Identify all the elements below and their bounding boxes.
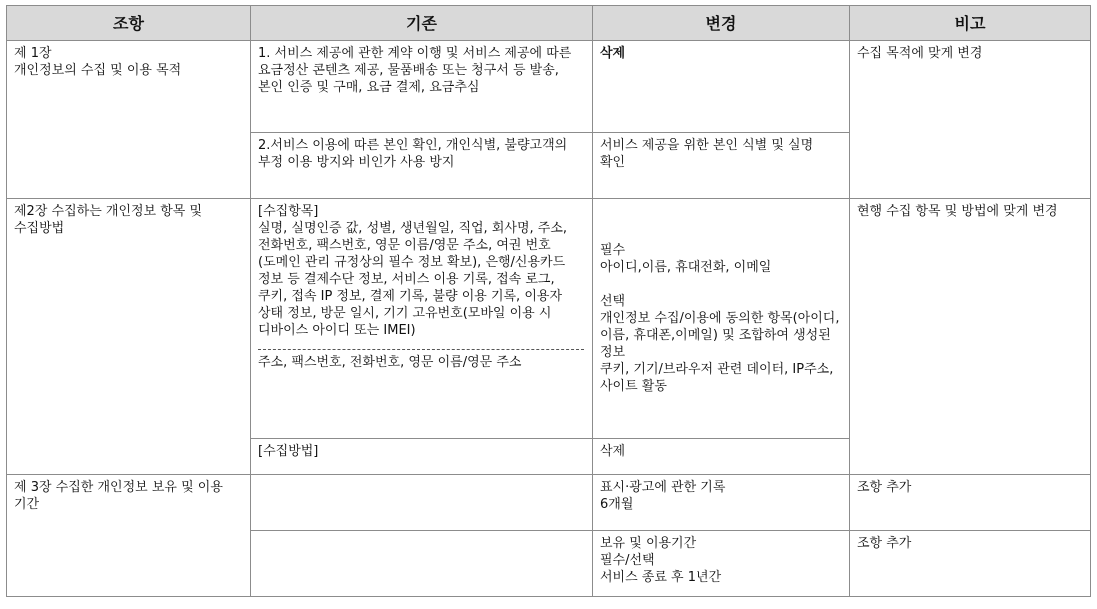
table-row — [7, 475, 1091, 531]
sec2-items-after-optional: 선택 개인정보 수집/이용에 동의한 항목(아이디,이름, 휴대폰,이메일) 및 조합하여 생성된 정보 쿠키, 기기/브라우저 관련 데이터, IP주소, 사이트 활동 — [600, 294, 840, 394]
sec1-row2-after: 서비스 제공을 위한 본인 식별 및 실명 확인 — [593, 133, 850, 199]
sec3-row2-remarks: 조항 추가 — [850, 531, 1091, 597]
sec3-row2-before — [251, 531, 593, 597]
sec2-items-before — [251, 199, 593, 439]
sec3-row2-after: 보유 및 이용기간 필수/선택 서비스 종료 후 1년간 — [593, 531, 850, 597]
table-row — [7, 41, 1091, 133]
sec2-items-after-required: 필수 아이디,이름, 휴대전화, 이메일 — [600, 243, 772, 275]
header-before: 기존 — [251, 6, 593, 41]
policy-change-table — [6, 5, 1091, 597]
sec3-row1-before — [251, 475, 593, 531]
sec1-row1-after: 삭제 — [593, 41, 850, 133]
sec3-row1-remarks: 조항 추가 — [850, 475, 1091, 531]
header-after: 변경 — [593, 6, 850, 41]
sec2-method-before: [수집방법] — [251, 439, 593, 475]
table-row — [7, 199, 1091, 439]
sec2-method-after: 삭제 — [593, 439, 850, 475]
header-article: 조항 — [7, 6, 251, 41]
header-row — [7, 6, 1091, 41]
dashed-divider — [258, 349, 584, 350]
sec1-remarks: 수집 목적에 맞게 변경 — [850, 41, 1091, 199]
header-remarks: 비고 — [850, 6, 1091, 41]
sec2-remarks: 현행 수집 항목 및 방법에 맞게 변경 — [850, 199, 1091, 475]
sec2-article: 제2장 수집하는 개인정보 항목 및 수집방법 — [7, 199, 251, 475]
sec1-row2-before: 2.서비스 이용에 따른 본인 확인, 개인식별, 불량고객의 부정 이용 방지와 비인가 사용 방지 — [251, 133, 593, 199]
sec2-items-after — [593, 199, 850, 439]
sec2-items-before-bottom: 주소, 팩스번호, 전화번호, 영문 이름/영문 주소 — [258, 355, 522, 370]
sec1-article: 제 1장 개인정보의 수집 및 이용 목적 — [7, 41, 251, 199]
sec3-article: 제 3장 수집한 개인정보 보유 및 이용 기간 — [7, 475, 251, 597]
sec2-items-before-top: [수집항목] 실명, 실명인증 값, 성별, 생년월일, 직업, 회사명, 주소, 전화번호, 팩스번호, 영문 이름/영문 주소, 여권 번호(도메인 관리 규정상의 필수 정보 확보), 은행/신용카드 정보 등 결제수단 정보, 서비스 이용 기록, 접속 로그, 쿠키, 접속 IP 정보, 결제 기록, 불량 이용 기록, 이용자 상태 정보, 방문 일시, 기기 고유번호(모바일 이용 시 디바이스 아이디 또는 IMEI) — [258, 204, 568, 338]
sec3-row1-after: 표시·광고에 관한 기록 6개월 — [593, 475, 850, 531]
sec1-row1-before: 1. 서비스 제공에 관한 계약 이행 및 서비스 제공에 따른 요금정산 콘텐츠 제공, 물품배송 또는 청구서 등 발송, 본인 인증 및 구매, 요금 결제, 요금추심 — [251, 41, 593, 133]
